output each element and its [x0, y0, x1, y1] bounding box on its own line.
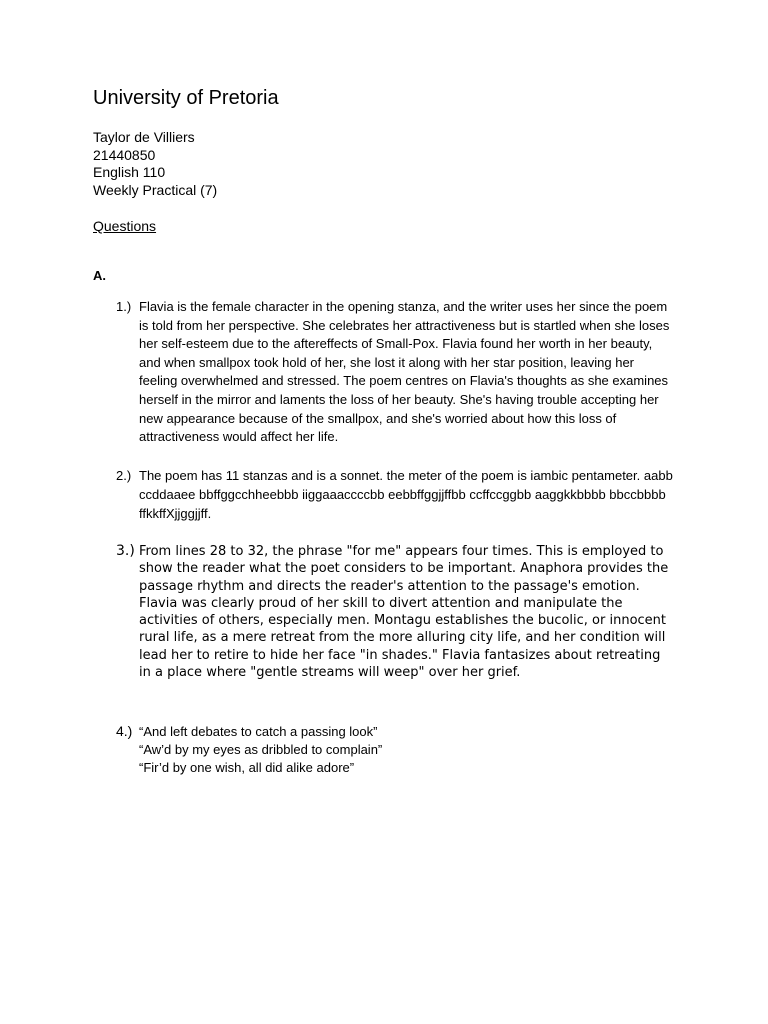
assignment-name: Weekly Practical (7)	[93, 181, 218, 198]
quoted-lines	[139, 723, 674, 776]
answer-text: From lines 28 to 32, the phrase "for me" appears four times. This is employed to show the reader what the poet considers to be important. Anaphora provides the passage rhythm and directs the reader's attention to the passage's emotion. Flavia was clearly proud of her skill to divert attention and manipulate the activities of others, especially men. Montagu establishes the bucolic, or innocent rural life, as a mere retreat from the more alluring city life, and her condition will lead her to retire to hide her face "in shades." Flavia fantasizes about retreating in a place where "gentle streams will weep" over her grief.	[139, 544, 669, 681]
course-name: English 110	[93, 164, 166, 181]
answer-text: Flavia is the female character in the opening stanza, and the writer uses her since the poem is told from her perspective. She celebrates her attractiveness but is startled when she loses her self-esteem due to the aftereffects of Small-Pox. Flavia found her worth in her beauty, and when smallpox took hold of her, she lost it along with her star position, leaving her feeling overwhelmed and stressed. The poem centres on Flavia's thoughts as she examines herself in the mirror and laments the loss of her beauty. She's having trouble accepting her new appearance because of the smallpox, and she's worried about how this loss of attractiveness would affect her life.	[139, 299, 670, 445]
answer-number: 1.)	[116, 299, 132, 314]
answer-number: 4.)	[116, 723, 133, 739]
answer-number: 2.)	[116, 468, 132, 483]
document-title: University of Pretoria	[93, 87, 279, 109]
questions-heading: Questions	[93, 218, 157, 234]
answer-number: 3.)	[116, 543, 135, 559]
quote-line: “Aw’d by my eyes as dribbled to complain”	[139, 741, 383, 757]
quote-line: “And left debates to catch a passing look”	[139, 724, 378, 739]
quote-line: “Fir’d by one wish, all did alike adore”	[139, 759, 355, 775]
section-label: A.	[93, 268, 106, 283]
student-details	[93, 129, 217, 199]
author-name: Taylor de Villiers	[93, 129, 195, 145]
answer-text: The poem has 11 stanzas and is a sonnet. the meter of the poem is iambic pentameter. aabb ccddaaee bbffggcchheebbb iiggaaaccccbb eebbffggjjffbb ccffccggbb aaggkkbbbb bbccbbbb ffkkffXjjggjjff.	[139, 468, 673, 521]
student-number: 21440850	[93, 146, 156, 163]
